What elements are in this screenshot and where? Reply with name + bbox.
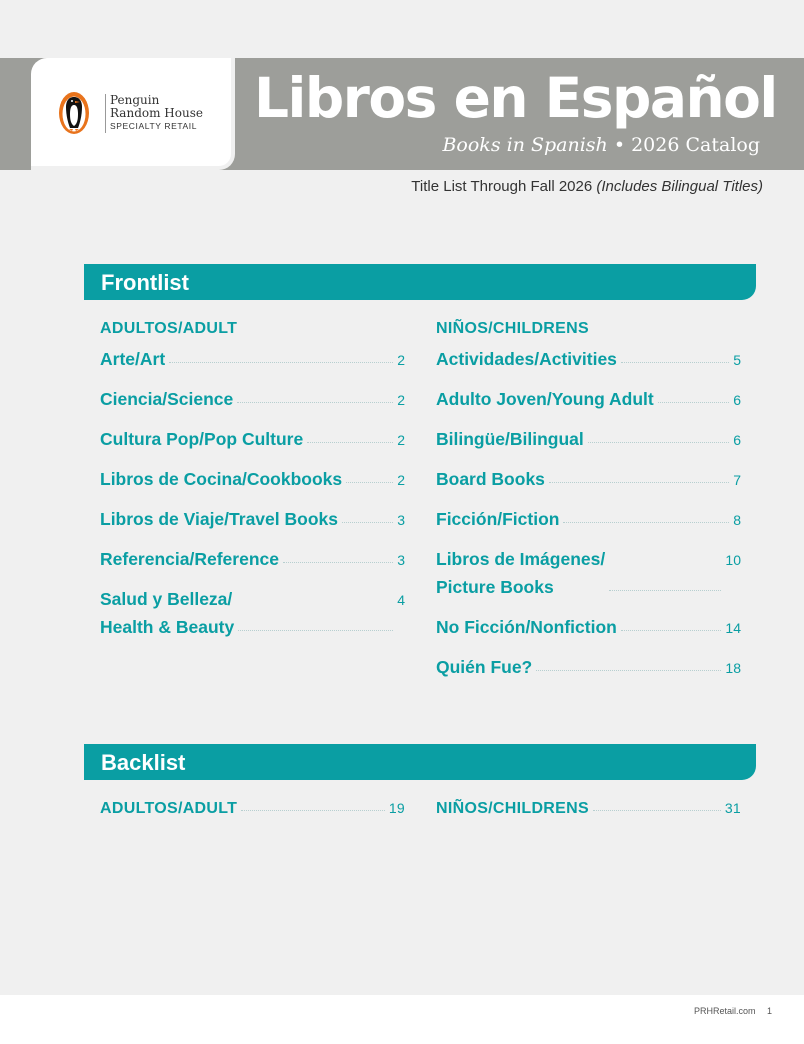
frontlist-children-heading: NIÑOS/CHILDRENS xyxy=(436,320,589,337)
leader-dots xyxy=(588,442,729,443)
toc-entry-arte[interactable] xyxy=(100,349,405,370)
toc-entry-page: 6 xyxy=(733,392,741,408)
page-subtitle xyxy=(442,134,760,156)
leader-dots xyxy=(238,630,393,631)
leader-dots xyxy=(346,482,393,483)
toc-entry-page: 10 xyxy=(725,552,741,568)
toc-entry-board-books[interactable] xyxy=(436,469,741,490)
toc-entry-actividades[interactable] xyxy=(436,349,741,370)
brand-name xyxy=(105,94,203,133)
toc-entry-label: Quién Fue? xyxy=(436,657,533,677)
toc-entry-page: 8 xyxy=(733,512,741,528)
tagline-italic: (Includes Bilingual Titles) xyxy=(596,178,763,195)
subtitle-italic: Books in Spanish xyxy=(442,134,608,156)
toc-entry-page: 7 xyxy=(733,472,741,488)
toc-entry-page: 3 xyxy=(397,552,405,568)
toc-entry-quien-fue[interactable] xyxy=(436,657,741,678)
leader-dots xyxy=(536,670,721,671)
frontlist-adult-heading: ADULTOS/ADULT xyxy=(100,320,238,337)
toc-entry-label: Ciencia/Science xyxy=(100,389,234,409)
toc-entry-label-line2: Picture Books xyxy=(436,577,554,597)
toc-entry-bilingue[interactable] xyxy=(436,429,741,450)
subtitle-separator: • xyxy=(613,134,626,156)
leader-dots xyxy=(609,590,721,591)
toc-entry-backlist-adult[interactable] xyxy=(100,800,405,818)
leader-dots xyxy=(241,810,385,811)
toc-entry-page: 4 xyxy=(397,592,405,608)
toc-entry-label: Referencia/Reference xyxy=(100,549,279,569)
toc-entry-label: Actividades/Activities xyxy=(436,349,617,369)
toc-entry-label: No Ficción/Nonfiction xyxy=(436,617,617,637)
footer-text xyxy=(694,1006,772,1016)
leader-dots xyxy=(621,362,729,363)
toc-entry-cultura-pop[interactable] xyxy=(100,429,405,450)
toc-entry-page: 5 xyxy=(733,352,741,368)
toc-entry-label: Bilingüe/Bilingual xyxy=(436,429,584,449)
toc-entry-no-ficcion[interactable] xyxy=(436,617,741,638)
toc-entry-ciencia[interactable] xyxy=(100,389,405,410)
footer-page-number: 1 xyxy=(766,1006,772,1016)
backlist-band: Backlist xyxy=(84,744,756,780)
toc-entry-viaje[interactable] xyxy=(100,509,405,530)
toc-entry-page: 31 xyxy=(724,800,741,816)
toc-entry-label: NIÑOS/CHILDRENS xyxy=(436,800,589,817)
toc-entry-cocina[interactable] xyxy=(100,469,405,490)
tagline-text: Title List Through Fall 2026 xyxy=(411,178,593,195)
toc-entry-label xyxy=(100,589,234,638)
penguin-logo-icon xyxy=(58,91,90,135)
toc-entry-adulto-joven[interactable] xyxy=(436,389,741,410)
toc-entry-label: Arte/Art xyxy=(100,349,166,369)
toc-entry-salud[interactable] xyxy=(100,589,405,638)
toc-entry-label: Cultura Pop/Pop Culture xyxy=(100,429,304,449)
toc-entry-page: 14 xyxy=(725,620,741,636)
toc-entry-label: ADULTOS/ADULT xyxy=(100,800,238,817)
leader-dots xyxy=(621,630,722,631)
page-footer xyxy=(0,995,804,1044)
toc-entry-ficcion[interactable] xyxy=(436,509,741,530)
brand-line-2: Random House xyxy=(110,106,203,120)
footer-site: PRHRetail.com xyxy=(693,1006,756,1016)
toc-entry-label: Libros de Viaje/Travel Books xyxy=(100,509,338,529)
toc-entry-label: Ficción/Fiction xyxy=(436,509,560,529)
toc-entry-referencia[interactable] xyxy=(100,549,405,570)
toc-entry-label-line2: Health & Beauty xyxy=(100,617,235,637)
toc-entry-label: Board Books xyxy=(436,469,545,489)
toc-entry-label xyxy=(436,549,605,598)
leader-dots xyxy=(563,522,729,523)
toc-entry-label-line1: Libros de Imágenes/ xyxy=(436,549,606,569)
leader-dots xyxy=(307,442,393,443)
toc-entry-backlist-children[interactable] xyxy=(436,800,741,818)
leader-dots xyxy=(593,810,721,811)
leader-dots xyxy=(658,402,729,403)
toc-entry-page: 18 xyxy=(725,660,741,676)
subtitle-rest: 2026 Catalog xyxy=(631,134,760,156)
leader-dots xyxy=(342,522,393,523)
frontlist-band: Frontlist xyxy=(84,264,756,300)
toc-entry-label: Libros de Cocina/Cookbooks xyxy=(100,469,343,489)
toc-entry-page: 2 xyxy=(397,432,405,448)
toc-entry-page: 3 xyxy=(397,512,405,528)
page-title: Libros en Español xyxy=(254,66,777,130)
leader-dots xyxy=(283,562,393,563)
toc-entry-page: 2 xyxy=(397,392,405,408)
tagline xyxy=(411,178,763,195)
toc-entry-label-line1: Salud y Belleza/ xyxy=(100,589,233,609)
leader-dots xyxy=(169,362,393,363)
leader-dots xyxy=(549,482,729,483)
leader-dots xyxy=(237,402,393,403)
logo-box xyxy=(31,58,235,170)
toc-entry-page: 2 xyxy=(397,472,405,488)
toc-entry-imagenes[interactable] xyxy=(436,549,741,598)
toc-entry-page: 19 xyxy=(388,800,405,816)
toc-entry-page: 6 xyxy=(733,432,741,448)
brand-line-1: Penguin xyxy=(110,93,160,107)
toc-entry-label: Adulto Joven/Young Adult xyxy=(436,389,654,409)
toc-entry-page: 2 xyxy=(397,352,405,368)
brand-line-3: SPECIALTY RETAIL xyxy=(110,121,198,131)
